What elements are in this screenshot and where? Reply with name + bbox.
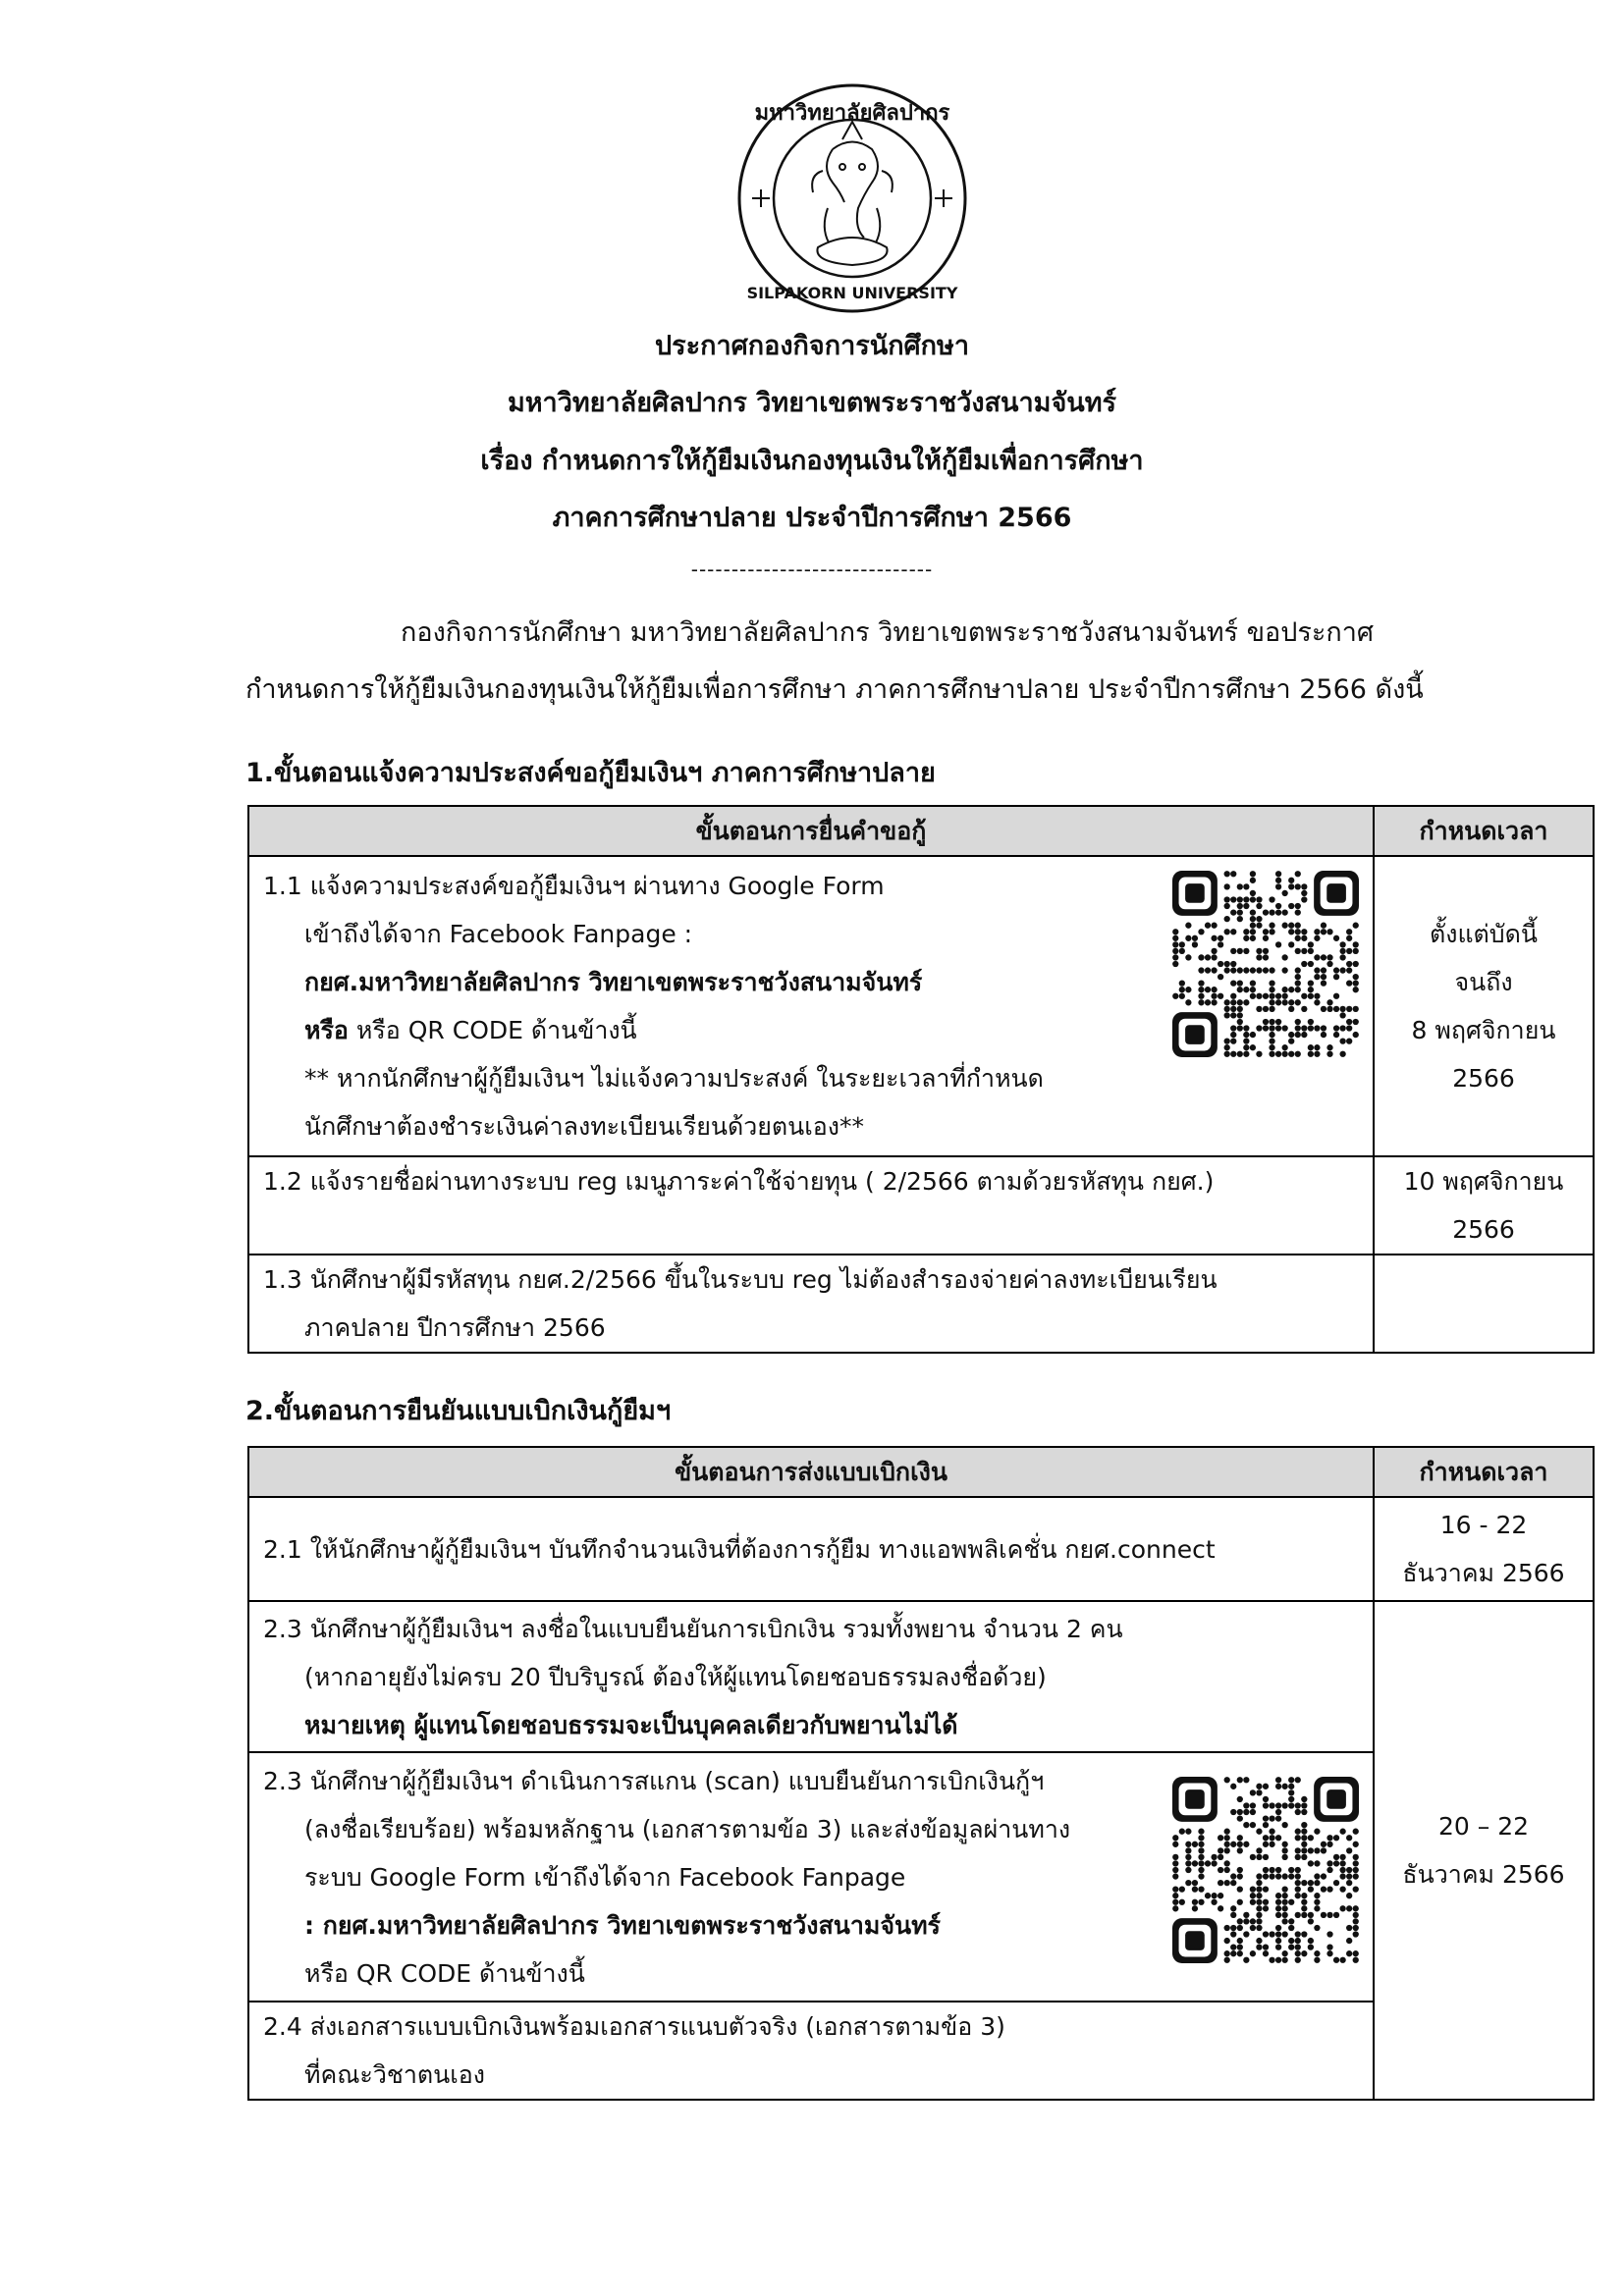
table-row bbox=[248, 1601, 1594, 1752]
col-header-time: กำหนดเวลา bbox=[1374, 806, 1594, 856]
table-row bbox=[248, 1156, 1594, 1255]
row-2-3-time-2: ธันวาคม 2566 bbox=[1402, 1860, 1565, 1889]
section-1-title: 1.ขั้นตอนแจ้งความประสงค์ขอกู้ยืมเงินฯ ภาคการศึกษาปลาย bbox=[245, 758, 936, 788]
qr-code-icon bbox=[1172, 871, 1359, 1057]
col-header-step: ขั้นตอนการส่งแบบเบิกเงิน bbox=[248, 1447, 1374, 1497]
qr-code-icon bbox=[1172, 1777, 1359, 1963]
row-1-1-time-1: ตั้งแต่บัดนี้ bbox=[1430, 920, 1538, 948]
table-row bbox=[248, 1497, 1594, 1601]
row-1-2-line-1: 1.2 แจ้งรายชื่อผ่านทางระบบ reg เมนูภาระค่าใช้จ่ายทุน ( 2/2566 ตามด้วยรหัสทุน กยศ.) bbox=[263, 1167, 1215, 1196]
row-1-1-time-4: 2566 bbox=[1452, 1064, 1515, 1093]
seal-ring-text-th: มหาวิทยาลัยศิลปากร bbox=[754, 101, 950, 126]
header-line-2: มหาวิทยาลัยศิลปากร วิทยาเขตพระราชวังสนามจันทร์ bbox=[507, 388, 1117, 418]
row-1-2-time-2: 2566 bbox=[1452, 1215, 1515, 1244]
ganesha-seal-icon bbox=[734, 80, 970, 316]
row-2-4-line-2: ที่คณะวิชาตนเอง bbox=[304, 2060, 485, 2089]
row-1-1-line-5: ** หากนักศึกษาผู้กู้ยืมเงินฯ ไม่แจ้งความประสงค์ ในระยะเวลาที่กำหนด bbox=[304, 1064, 1044, 1093]
section-2-table bbox=[247, 1446, 1595, 2101]
row-1-1-or-bold: หรือ bbox=[304, 1016, 349, 1044]
col-header-time: กำหนดเวลา bbox=[1374, 1447, 1594, 1497]
row-2-2-line-2: (หากอายุยังไม่ครบ 20 ปีบริบูรณ์ ต้องให้ผู้แทนโดยชอบธรรมลงชื่อด้วย) bbox=[304, 1662, 1047, 1691]
header-line-4: ภาคการศึกษาปลาย ประจำปีการศึกษา 2566 bbox=[552, 503, 1072, 533]
row-2-3-line-5: หรือ QR CODE ด้านข้างนี้ bbox=[304, 1958, 585, 1988]
table-row bbox=[248, 856, 1594, 1156]
row-1-1-time-3: 8 พฤศจิกายน bbox=[1411, 1016, 1556, 1044]
row-1-1-line-4: หรือ QR CODE ด้านข้างนี้ bbox=[348, 1016, 637, 1044]
row-2-3-line-3: ระบบ Google Form เข้าถึงได้จาก Facebook Fanpage bbox=[304, 1862, 906, 1892]
seal-ring-text-en: SILPAKORN UNIVERSITY bbox=[746, 284, 958, 302]
row-2-1-time-2: ธันวาคม 2566 bbox=[1402, 1559, 1565, 1587]
row-2-1-time-1: 16 - 22 bbox=[1439, 1511, 1528, 1539]
row-1-1-line-3: กยศ.มหาวิทยาลัยศิลปากร วิทยาเขตพระราชวังสนามจันทร์ bbox=[304, 968, 923, 996]
row-2-3-line-4: : กยศ.มหาวิทยาลัยศิลปากร วิทยาเขตพระราชวังสนามจันทร์ bbox=[304, 1910, 941, 1940]
row-1-3-line-2: ภาคปลาย ปีการศึกษา 2566 bbox=[304, 1313, 606, 1342]
intro-line-2: กำหนดการให้กู้ยืมเงินกองทุนเงินให้กู้ยืมเพื่อการศึกษา ภาคการศึกษาปลาย ประจำปีการศึกษา 2566 ดังนี้ bbox=[245, 674, 1424, 705]
divider-dashes: ------------------------------ bbox=[690, 558, 934, 581]
row-1-1-line-1: 1.1 แจ้งความประสงค์ขอกู้ยืมเงินฯ ผ่านทาง Google Form bbox=[263, 872, 885, 900]
row-2-3-line-1: 2.3 นักศึกษาผู้กู้ยืมเงินฯ ดำเนินการสแกน (scan) แบบยืนยันการเบิกเงินกู้ฯ bbox=[263, 1766, 1045, 1795]
row-1-1-line-6: นักศึกษาต้องชำระเงินค่าลงทะเบียนเรียนด้วยตนเอง** bbox=[304, 1112, 864, 1141]
row-1-2-time-1: 10 พฤศจิกายน bbox=[1403, 1167, 1564, 1196]
row-1-3-line-1: 1.3 นักศึกษาผู้มีรหัสทุน กยศ.2/2566 ขึ้นในระบบ reg ไม่ต้องสำรองจ่ายค่าลงทะเบียนเรียน bbox=[263, 1265, 1218, 1294]
col-header-step: ขั้นตอนการยื่นคำขอกู้ bbox=[248, 806, 1374, 856]
row-2-1-line-1: 2.1 ให้นักศึกษาผู้กู้ยืมเงินฯ บันทึกจำนวนเงินที่ต้องการกู้ยืม ทางแอพพลิเคชั่น กยศ.connect bbox=[263, 1534, 1216, 1564]
row-2-3-line-2: (ลงชื่อเรียบร้อย) พร้อมหลักฐาน (เอกสารตามข้อ 3) และส่งข้อมูลผ่านทาง bbox=[304, 1814, 1071, 1843]
row-1-1-line-2: เข้าถึงได้จาก Facebook Fanpage : bbox=[304, 920, 693, 948]
row-2-4-line-1: 2.4 ส่งเอกสารแบบเบิกเงินพร้อมเอกสารแนบตัวจริง (เอกสารตามข้อ 3) bbox=[263, 2012, 1005, 2041]
row-1-1-time-2: จนถึง bbox=[1454, 968, 1513, 996]
row-2-3-time-1: 20 – 22 bbox=[1437, 1812, 1530, 1841]
section-2-title: 2.ขั้นตอนการยืนยันแบบเบิกเงินกู้ยืมฯ bbox=[245, 1396, 672, 1426]
header-line-3: เรื่อง กำหนดการให้กู้ยืมเงินกองทุนเงินให้กู้ยืมเพื่อการศึกษา bbox=[480, 446, 1144, 476]
header-line-1: ประกาศกองกิจการนักศึกษา bbox=[655, 331, 969, 361]
table-row bbox=[248, 1255, 1594, 1353]
row-2-2-line-1: 2.3 นักศึกษาผู้กู้ยืมเงินฯ ลงชื่อในแบบยืนยันการเบิกเงิน รวมทั้งพยาน จำนวน 2 คน bbox=[263, 1614, 1123, 1643]
section-1-table bbox=[247, 805, 1595, 1354]
row-2-2-line-3: หมายเหตุ ผู้แทนโดยชอบธรรมจะเป็นบุคคลเดียวกับพยานไม่ได้ bbox=[304, 1710, 958, 1739]
intro-line-1: กองกิจการนักศึกษา มหาวิทยาลัยศิลปากร วิทยาเขตพระราชวังสนามจันทร์ ขอประกาศ bbox=[401, 617, 1375, 648]
